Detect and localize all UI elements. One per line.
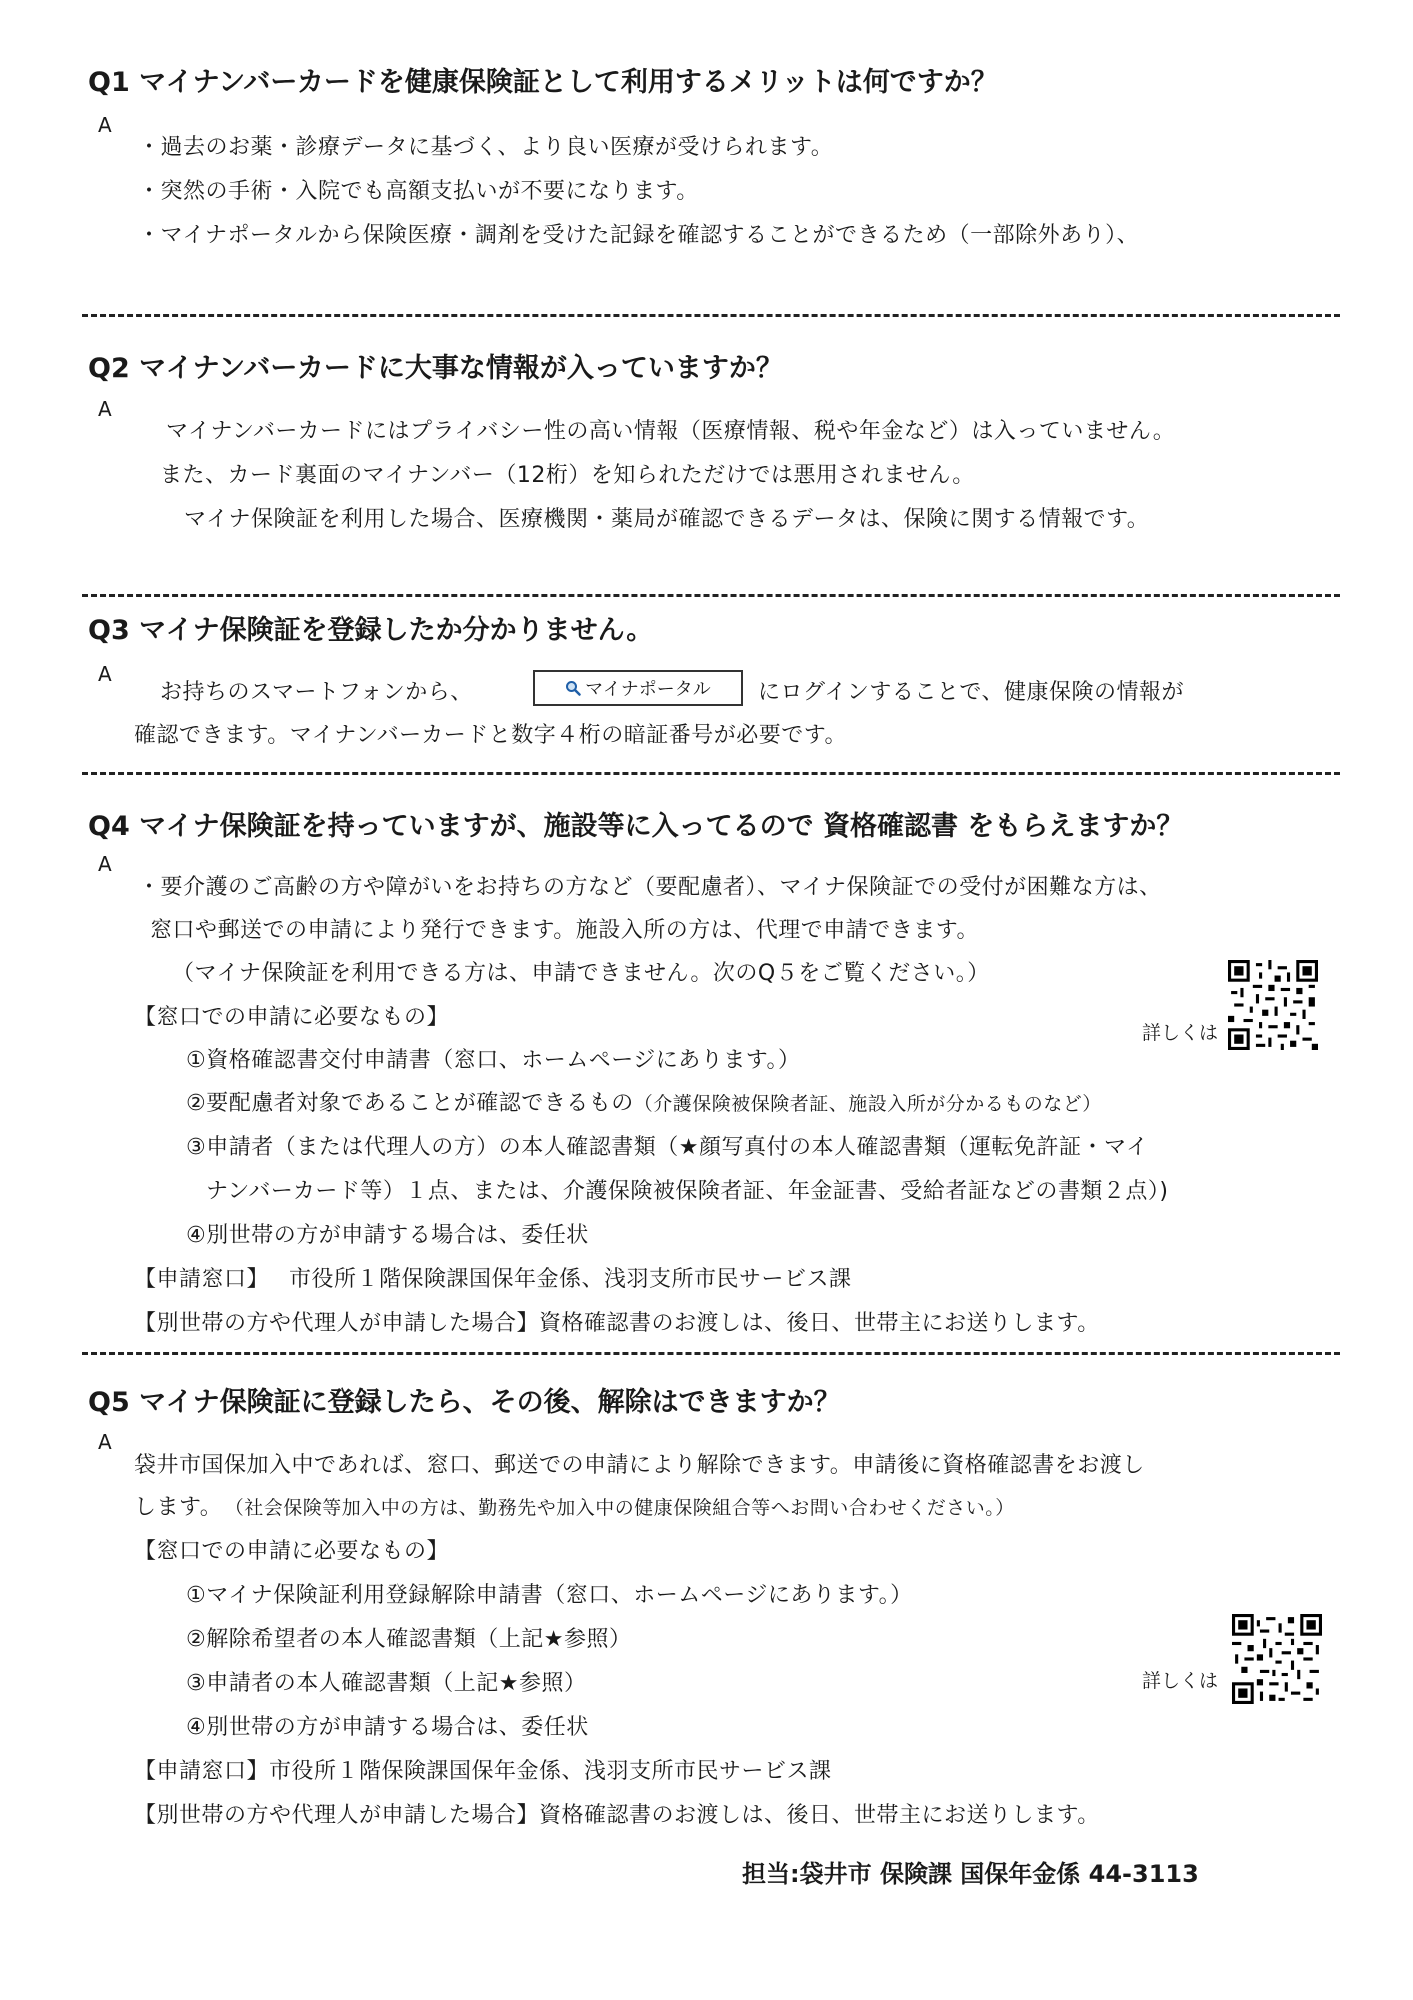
q5-answer-line <box>134 1490 1015 1521</box>
q4-item2-note: （介護保険被保険者証、施設入所が分かるものなど） <box>633 1093 1102 1115</box>
q5-line2-note: （社会保険等加入中の方は、勤務先や加入中の健康保険組合等へお問い合わせください。） <box>234 1497 1015 1519</box>
q1-answer-line: ・マイナポータルから保険医療・調剤を受けた記録を確認することができるため（一部除外あり）、 <box>138 223 1140 248</box>
q1-answer-line: ・過去のお薬・診療データに基づく、より良い医療が受けられます。 <box>138 135 834 160</box>
q3-answer-label: A <box>98 662 112 686</box>
q3-answer-text: お持ちのスマートフォンから、 <box>160 680 473 705</box>
q5-required-heading: 【窓口での申請に必要なもの】 <box>134 1539 450 1564</box>
q5-required-item: ④別世帯の方が申請する場合は、委任状 <box>186 1715 589 1740</box>
contact-info: 担当:袋井市 保険課 国保年金係 44-3113 <box>742 1860 1199 1888</box>
q4-separate <box>134 1306 1100 1337</box>
q5-required-item: ①マイナ保険証利用登録解除申請書（窓口、ホームページにあります。） <box>186 1583 913 1608</box>
q5-separate <box>134 1798 1100 1829</box>
q1-answer-label: A <box>98 113 112 137</box>
q2-answer-line: また、カード裏面のマイナンバー（12桁）を知られただけでは悪用されません。 <box>160 463 975 488</box>
q5-separate-label: 【別世帯の方や代理人が申請した場合】 <box>134 1803 540 1828</box>
q4-required-item: ①資格確認書交付申請書（窓口、ホームページにあります。） <box>186 1048 801 1073</box>
q5-answer-line: 袋井市国保加入中であれば、窓口、郵送での申請により解除できます。申請後に資格確認書をお渡し <box>134 1453 1145 1478</box>
divider <box>82 314 1340 317</box>
q2-question: Q2 マイナンバーカードに大事な情報が入っていますか？ <box>88 353 783 384</box>
mynaportal-button-label: マイナポータル <box>585 679 711 700</box>
divider <box>82 772 1340 775</box>
q5-line2-main: します。 <box>134 1495 223 1520</box>
q5-window-label: 【申請窓口】 <box>134 1759 270 1784</box>
q1-answer-line: ・突然の手術・入院でも高額支払いが不要になります。 <box>138 179 699 204</box>
q5-question: Q5 マイナ保険証に登録したら、その後、解除はできますか？ <box>88 1387 841 1418</box>
q5-answer-label: A <box>98 1430 112 1454</box>
mynaportal-button[interactable] <box>533 670 743 706</box>
q5-window <box>134 1754 832 1785</box>
q4-required-item: ③申請者（または代理人の方）の本人確認書類（★顔写真付の本人確認書類（運転免許証・マイ <box>186 1135 1149 1160</box>
q3-answer-text: にログインすることで、健康保険の情報が <box>758 680 1184 705</box>
q5-required-item: ③申請者の本人確認書類（上記★参照） <box>186 1671 587 1696</box>
q2-answer-line: マイナ保険証を利用した場合、医療機関・薬局が確認できるデータは、保険に関する情報です。 <box>184 507 1150 532</box>
q4-answer-line: （マイナ保険証を利用できる方は、申請できません。次のQ５をご覧ください。） <box>172 961 990 986</box>
q4-required-item: ④別世帯の方が申請する場合は、委任状 <box>186 1223 589 1248</box>
q4-answer-line: ・要介護のご高齢の方や障がいをお持ちの方など（要配慮者）、マイナ保険証での受付が困難な方は、 <box>138 875 1162 900</box>
q2-answer-line: マイナンバーカードにはプライバシー性の高い情報（医療情報、税や年金など）は入っていません。 <box>166 419 1176 444</box>
q5-details-label: 詳しくは <box>1142 1670 1219 1692</box>
q3-answer-text: 確認できます。マイナンバーカードと数字４桁の暗証番号が必要です。 <box>134 723 847 748</box>
q4-window-label: 【申請窓口】 <box>134 1267 270 1292</box>
q4-separate-label: 【別世帯の方や代理人が申請した場合】 <box>134 1311 540 1336</box>
q4-answer-label: A <box>98 852 112 876</box>
q4-required-item <box>186 1086 1102 1117</box>
q4-question: Q4 マイナ保険証を持っていますが、施設等に入ってるので 資格確認書 をもらえますか？ <box>88 811 1184 842</box>
q1-question: Q1 マイナンバーカードを健康保険証として利用するメリットは何ですか？ <box>88 67 998 98</box>
divider <box>82 594 1340 597</box>
q4-required-heading: 【窓口での申請に必要なもの】 <box>134 1005 450 1030</box>
divider <box>82 1352 1340 1355</box>
q4-window <box>134 1262 852 1293</box>
q4-window-text: 市役所１階保険課国保年金係、浅羽支所市民サービス課 <box>289 1267 852 1292</box>
q5-required-item: ②解除希望者の本人確認書類（上記★参照） <box>186 1627 632 1652</box>
q4-separate-text: 資格確認書のお渡しは、後日、世帯主にお送りします。 <box>539 1311 1100 1336</box>
q4-answer-line: 窓口や郵送での申請により発行できます。施設入所の方は、代理で申請できます。 <box>150 918 979 943</box>
q2-answer-label: A <box>98 397 112 421</box>
qr-code-icon[interactable] <box>1228 960 1318 1050</box>
q4-details-label: 詳しくは <box>1142 1022 1219 1044</box>
q3-question: Q3 マイナ保険証を登録したか分かりません。 <box>88 615 654 646</box>
q5-separate-text: 資格確認書のお渡しは、後日、世帯主にお送りします。 <box>539 1803 1100 1828</box>
q5-window-text: 市役所１階保険課国保年金係、浅羽支所市民サービス課 <box>269 1759 832 1784</box>
qr-code-icon[interactable] <box>1232 1614 1322 1704</box>
q4-required-item: ナンバーカード等）１点、または、介護保険被保険者証、年金証書、受給者証などの書類２点）) <box>206 1179 1169 1204</box>
search-icon <box>565 680 581 696</box>
q4-item2-main: ②要配慮者対象であることが確認できるもの <box>186 1091 634 1116</box>
